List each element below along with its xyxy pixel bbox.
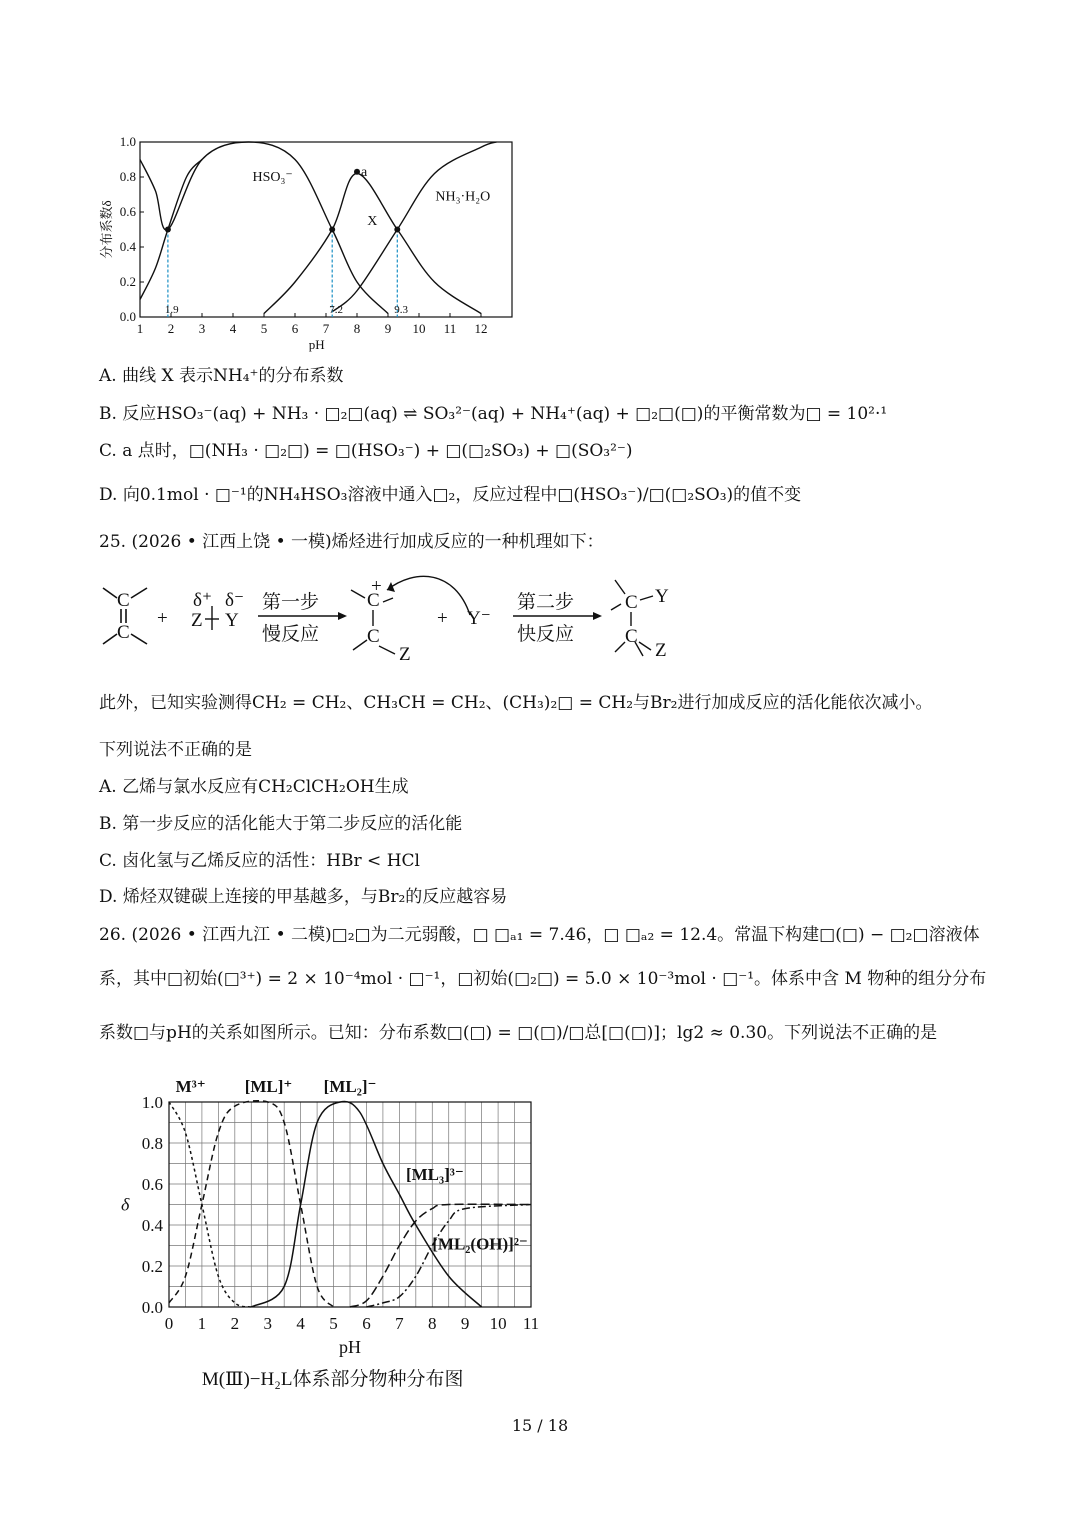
series-label: [ML₂]⁻	[323, 1076, 377, 1096]
x-tick-label: 7	[395, 1314, 404, 1333]
series-label: [ML₃]³⁻	[405, 1165, 464, 1184]
x-tick-label: 3	[263, 1314, 272, 1333]
x-tick-label: 10	[489, 1314, 507, 1333]
svg-text:C: C	[367, 590, 380, 611]
y-tick-label: 0.0	[141, 1298, 163, 1317]
y-tick-label: 0.2	[141, 1257, 163, 1276]
x-tick-label: 6	[362, 1314, 371, 1333]
plus-sign-2: +	[437, 608, 448, 629]
x-tick-label: 8	[353, 321, 361, 336]
q24-option-c: C. a 点时，□(NH₃ · □₂□) = □(HSO₃⁻) + □(□₂SO₃) + □(SO₃²⁻)	[99, 441, 633, 461]
q24-option-b: B. 反应HSO₃⁻(aq) + NH₃ · □₂□(aq) ⇌ SO₃²⁻(aq) + NH₄⁺(aq) + □₂□(□)的平衡常数为□ = 10²·¹	[99, 404, 888, 424]
q25-note: 此外，已知实验测得CH₂ = CH₂、CH₃CH = CH₂、(CH₃)₂□ = CH₂与Br₂进行加成反应的活化能依次减小。	[99, 693, 933, 713]
x-tick-label: 3	[198, 321, 206, 336]
chart-title: M(Ⅲ)−H₂L体系部分物种分布图	[201, 1369, 464, 1390]
y-tick-label: 0.4	[119, 239, 136, 254]
x-tick-label: 8	[428, 1314, 437, 1333]
plus-sign-1: +	[157, 608, 168, 629]
y-tick-label: 0.0	[119, 309, 136, 324]
step2-arrow	[513, 591, 602, 645]
svg-text:+: +	[371, 576, 382, 597]
y-tick-label: 0.4	[141, 1216, 163, 1235]
svg-text:C: C	[625, 592, 638, 613]
x-tick-label: 0	[164, 1314, 174, 1333]
mechanism-diagram	[95, 570, 695, 670]
page-number: 15 / 18	[511, 1416, 569, 1435]
x-axis-label: pH	[308, 337, 325, 352]
x-tick-label: 1	[197, 1314, 207, 1333]
carbocation-intermediate	[351, 576, 470, 665]
q25-option-c: C. 卤化氢与乙烯反应的活性：HBr < HCl	[99, 851, 420, 871]
series-label: [ML]⁺	[244, 1076, 293, 1096]
step1-top-label: 第一步	[262, 592, 320, 613]
step2-top-label: 第二步	[517, 592, 575, 613]
y-tick-label: 0.6	[141, 1175, 163, 1194]
annotation-label: 9.3	[394, 304, 409, 316]
annotation-label: 7.2	[329, 304, 343, 316]
x-tick-label: 9	[384, 321, 392, 336]
x-tick-label: 10	[412, 321, 426, 336]
series-label: [ML₂(OH)]²⁻	[432, 1234, 528, 1254]
x-tick-label: 2	[230, 1314, 240, 1333]
zy-reagent	[191, 590, 244, 631]
intersection-point	[329, 227, 335, 233]
x-tick-label: 4	[296, 1314, 305, 1333]
svg-text:Z: Z	[399, 644, 411, 665]
distribution-chart-2	[105, 1070, 565, 1400]
series-line	[140, 142, 388, 314]
y-axis-label: δ	[121, 1194, 130, 1215]
x-tick-label: 4	[229, 321, 237, 336]
x-tick-label: 9	[460, 1314, 470, 1333]
svg-text:C: C	[117, 590, 130, 611]
point-a	[354, 169, 360, 175]
series-line	[140, 160, 202, 300]
q25-ask: 下列说法不正确的是	[99, 740, 252, 760]
annotation-label: a	[361, 164, 368, 180]
q26-line2: 系，其中□初始(□³⁺) = 2 × 10⁻⁴mol · □⁻¹，□初始(□₂□) = 5.0 × 10⁻³mol · □⁻¹。体系中含 M 物种的组分分布	[99, 969, 987, 989]
y-axis-label: 分布系数δ	[99, 200, 114, 259]
q25-option-a: A. 乙烯与氯水反应有CH₂ClCH₂OH生成	[99, 777, 409, 797]
annotation-label: HSO₃⁻	[252, 170, 293, 185]
svg-text:δ⁻: δ⁻	[225, 590, 244, 611]
q24-option-a: A. 曲线 X 表示NH₄⁺的分布系数	[99, 366, 344, 386]
svg-text:Z: Z	[655, 640, 667, 661]
x-tick-label: 7	[322, 321, 330, 336]
intersection-point	[165, 227, 171, 233]
y-anion: Y⁻	[467, 608, 491, 629]
x-tick-label: 11	[522, 1314, 540, 1333]
step2-bottom-label: 快反应	[517, 624, 575, 645]
svg-text:Z: Z	[191, 610, 203, 631]
svg-text:C: C	[117, 622, 130, 643]
svg-text:δ⁺: δ⁺	[193, 590, 212, 611]
series-line	[350, 1204, 531, 1307]
annotation-label: 1.9	[164, 304, 179, 316]
y-tick-label: 1.0	[141, 1093, 163, 1112]
intersection-point	[394, 227, 400, 233]
x-tick-label: 1	[136, 321, 144, 336]
q24-option-d: D. 向0.1mol · □⁻¹的NH₄HSO₃溶液中通入□₂，反应过程中□(HSO₃⁻)/□(□₂SO₃)的值不变	[99, 485, 802, 505]
series-label: M³⁺	[175, 1076, 206, 1096]
svg-text:Y: Y	[225, 610, 239, 631]
q25-option-d: D. 烯烃双键碳上连接的甲基越多，与Br₂的反应越容易	[99, 887, 508, 907]
y-tick-label: 0.2	[119, 274, 136, 289]
x-tick-label: 2	[167, 321, 175, 336]
x-tick-label: 6	[291, 321, 299, 336]
x-tick-label: 5	[260, 321, 268, 336]
x-tick-label: 12	[474, 321, 488, 336]
q25-stem: 25. (2026 • 江西上饶 • 一模)烯烃进行加成反应的一种机理如下：	[99, 532, 604, 552]
x-tick-label: 5	[329, 1314, 338, 1333]
y-tick-label: 1.0	[119, 134, 136, 149]
y-tick-label: 0.6	[119, 204, 136, 219]
y-tick-label: 0.8	[141, 1134, 163, 1153]
svg-text:C: C	[367, 626, 380, 647]
svg-text:Y: Y	[655, 586, 669, 607]
y-tick-label: 0.8	[119, 169, 136, 184]
annotation-label: X	[367, 213, 378, 229]
distribution-chart-1	[95, 130, 525, 360]
step1-bottom-label: 慢反应	[262, 624, 320, 645]
q25-option-b: B. 第一步反应的活化能大于第二步反应的活化能	[99, 814, 463, 834]
x-tick-label: 11	[443, 321, 457, 336]
step1-arrow	[258, 591, 347, 645]
product-structure	[611, 580, 669, 661]
series-line	[332, 142, 496, 312]
annotation-label: NH₃·H₂O	[435, 189, 491, 205]
alkene-structure	[103, 588, 147, 644]
q26-line3: 系数□与pH的关系如图所示。已知：分布系数□(□) = □(□)/□总[□(□)]；lg2 ≈ 0.30。下列说法不正确的是	[99, 1023, 938, 1043]
svg-text:C: C	[625, 626, 638, 647]
q26-line1: 26. (2026 • 江西九江 • 二模)□₂□为二元弱酸，□ □ₐ₁ = 7.46，□ □ₐ₂ = 12.4。常温下构建□(□) − □₂□溶液体	[99, 925, 980, 945]
x-axis-label: pH	[339, 1337, 361, 1357]
